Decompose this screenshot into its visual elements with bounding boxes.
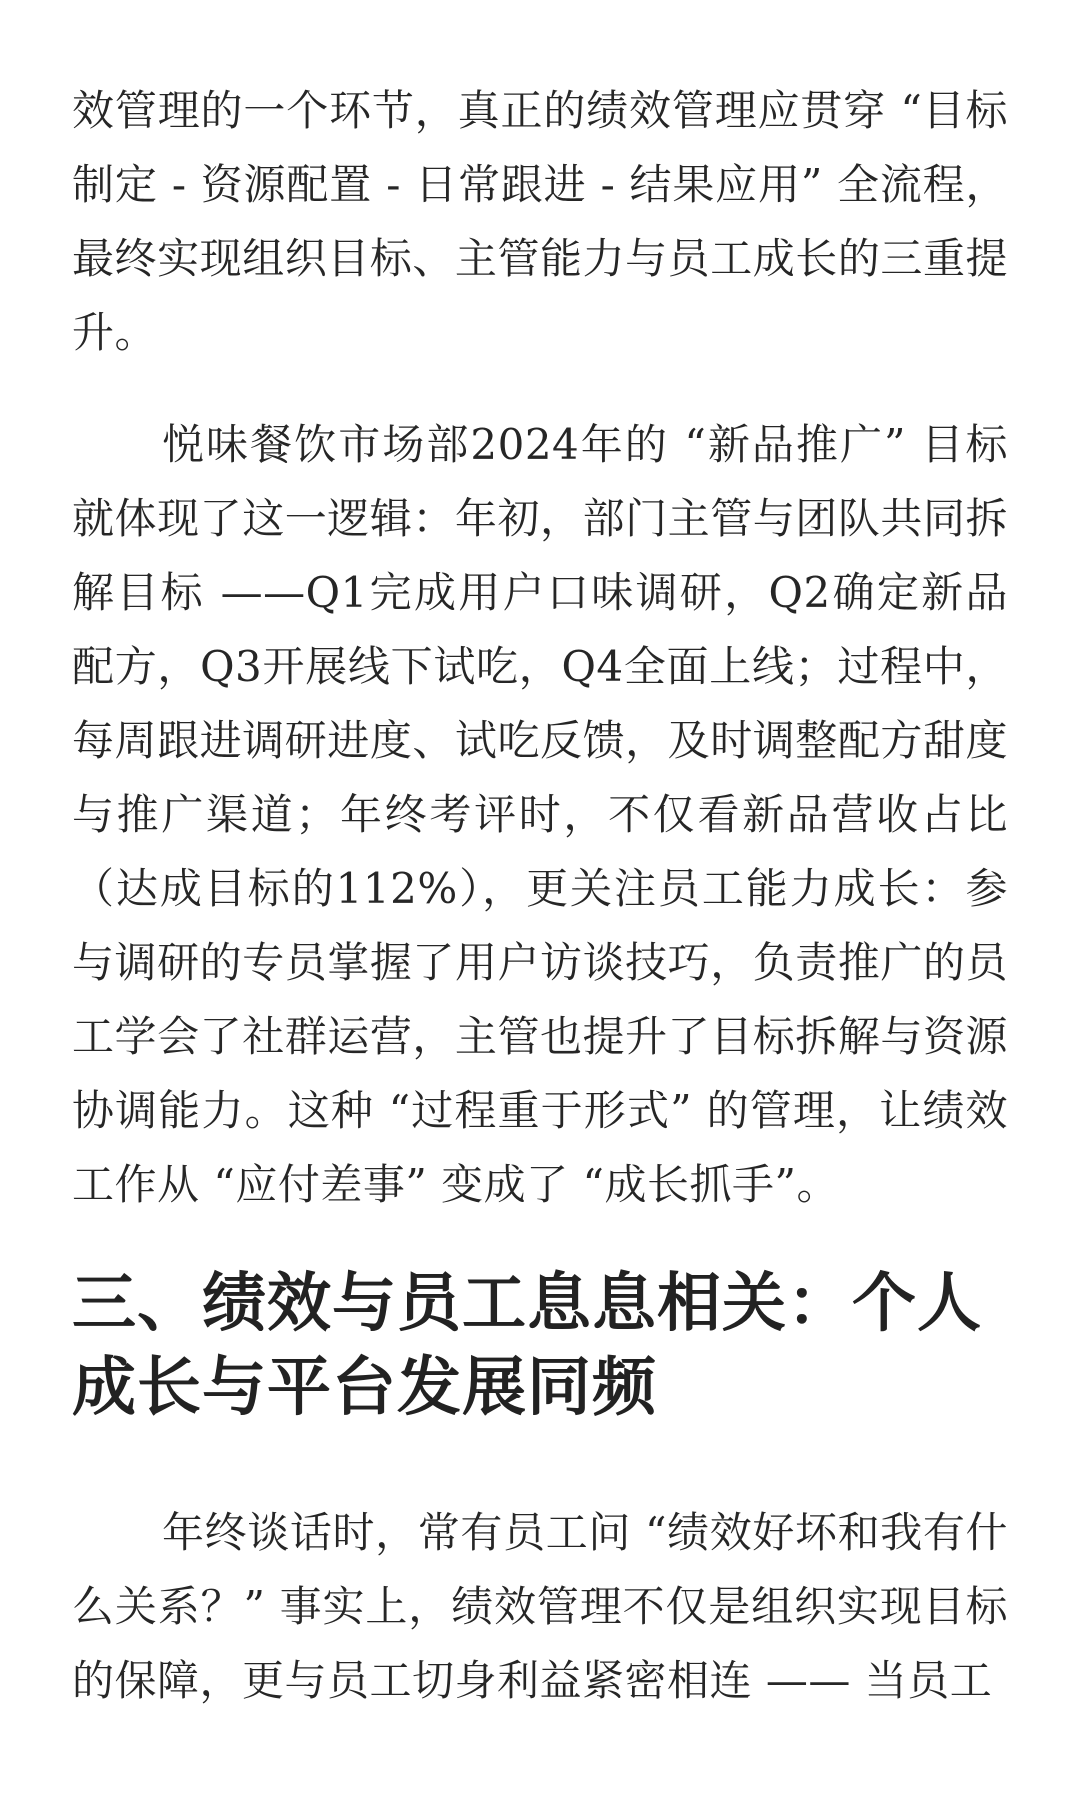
paragraph-performance-process: 效管理的一个环节，真正的绩效管理应贯穿 “目标制定 - 资源配置 - 日常跟进 - 结果应用” 全流程，最终实现组织目标、主管能力与员工成长的三重提升。 bbox=[72, 86, 1008, 357]
article-body bbox=[72, 74, 1008, 1718]
paragraph-new-product-example: 悦味餐饮市场部2024年的 “新品推广” 目标就体现了这一逻辑：年初，部门主管与团队共同拆解目标 ——Q1完成用户口味调研，Q2确定新品配方，Q3开展线下试吃，Q4全面上线；过程中，每周跟进调研进度、试吃反馈，及时调整配方甜度与推广渠道；年终考评时，不仅看新品营收占比（达成目标的112%），更关注员工能力成长：参与调研的专员掌握了用户访谈技巧，负责推广的员工学会了社群运营，主管也提升了目标拆解与资源协调能力。这种 “过程重于形式” 的管理，让绩效工作从 “应付差事” 变成了 “成长抓手”。 bbox=[72, 420, 1008, 1209]
paragraph-employee-relevance: 年终谈话时，常有员工问 “绩效好坏和我有什么关系？” 事实上，绩效管理不仅是组织实现目标的保障，更与员工切身利益紧密相连 —— 当员工 bbox=[72, 1508, 1008, 1705]
section-heading: 三、绩效与员工息息相关：个人成长与平台发展同频 bbox=[72, 1266, 982, 1425]
